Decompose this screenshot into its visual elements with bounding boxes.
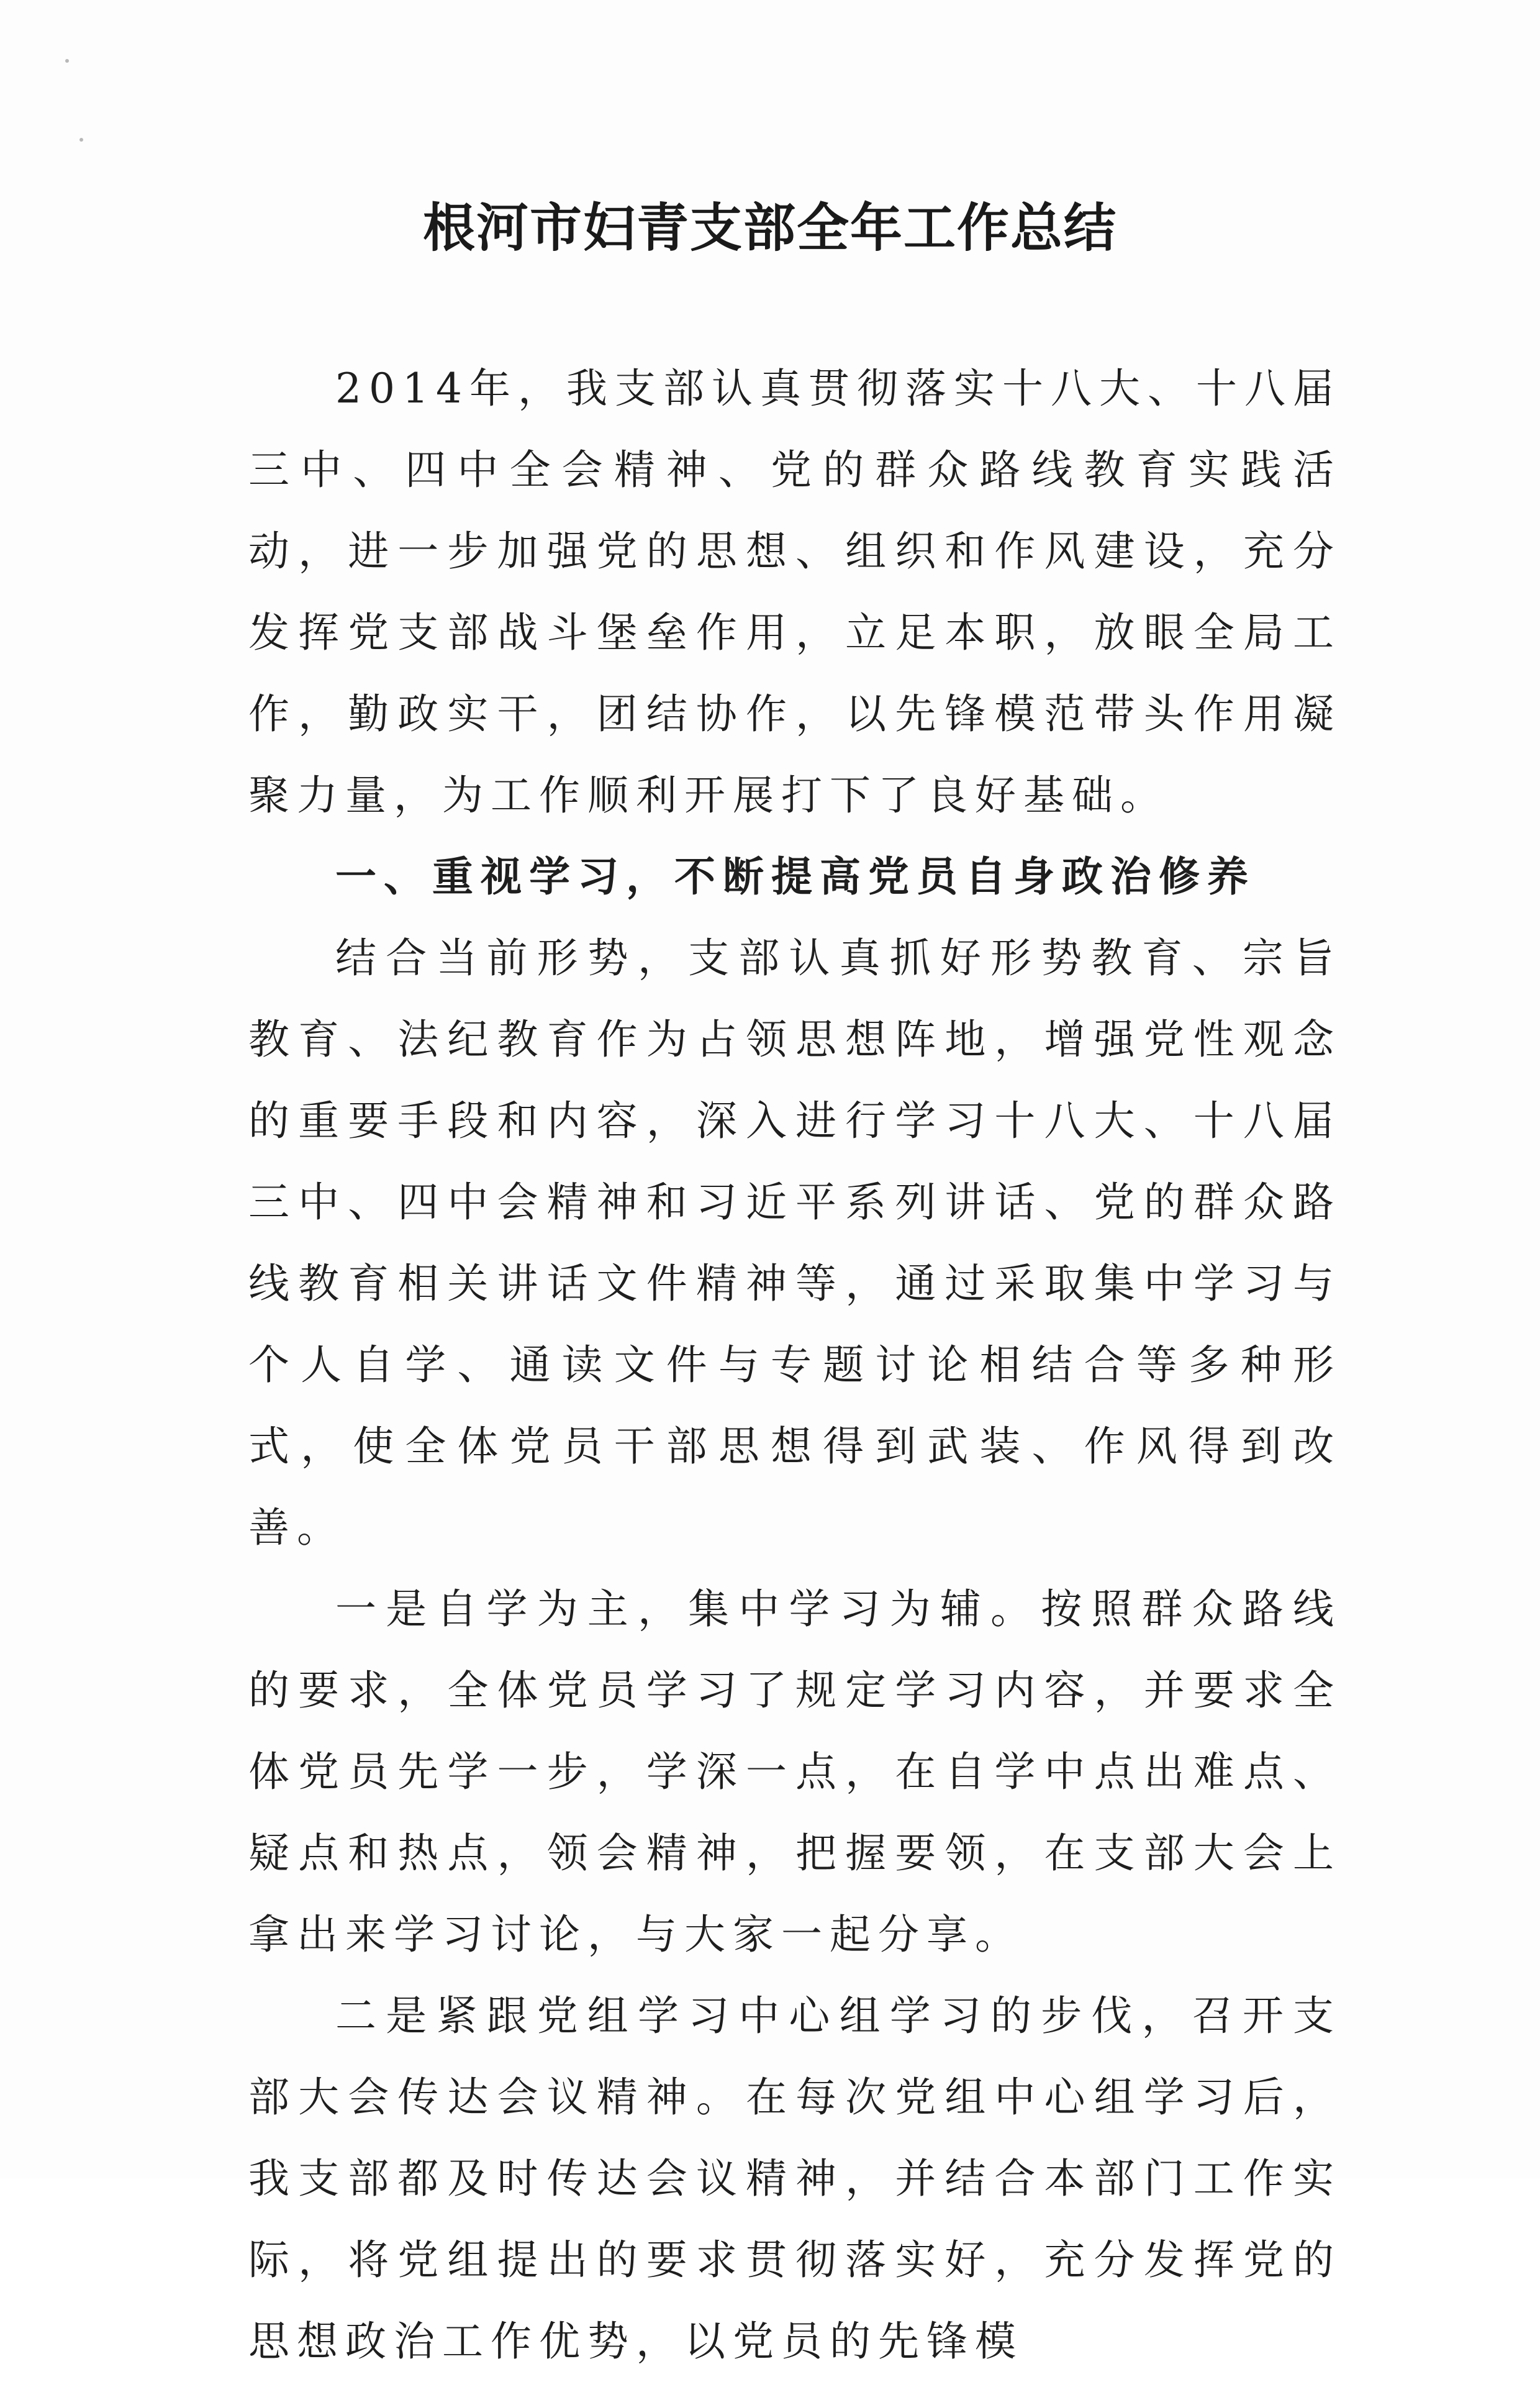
paragraph-intro: 2014年，我支部认真贯彻落实十八大、十八届三中、四中全会精神、党的群众路线教育实践活动，进一步加强党的思想、组织和作风建设，充分发挥党支部战斗堡垒作用，立足本职，放眼全局工作，勤政实干，团结协作，以先锋模范带头作用凝聚力量，为工作顺利开展打下了良好基础。: [248, 365, 1341, 819]
document-title: 根河市妇青支部全年工作总结: [422, 198, 1117, 258]
scan-speck: [65, 59, 69, 63]
paragraph: 二是紧跟党组学习中心组学习的步伐，召开支部大会传达会议精神。在每次党组中心组学习后，我支部都及时传达会议精神，并结合本部门工作实际，将党组提出的要求贯彻落实好，充分发挥党的思想政治工作优势，以党员的先锋模: [248, 1992, 1341, 2365]
paragraph: 一是自学为主，集中学习为辅。按照群众路线的要求，全体党员学习了规定学习内容，并要求全体党员先学一步，学深一点，在自学中点出难点、疑点和热点，领会精神，把握要领，在支部大会上拿出来学习讨论，与大家一起分享。: [248, 1585, 1341, 1958]
document-body: [248, 348, 1341, 2382]
scan-speck: [79, 138, 83, 142]
section-heading: 一、重视学习，不断提高党员自身政治修养: [335, 853, 1256, 901]
paragraph: 结合当前形势，支部认真抓好形势教育、宗旨教育、法纪教育作为占领思想阵地，增强党性观念的重要手段和内容，深入进行学习十八大、十八届三中、四中会精神和习近平系列讲话、党的群众路线教育相关讲话文件精神等，通过采取集中学习与个人自学、通读文件与专题讨论相结合等多种形式，使全体党员干部思想得到武装、作风得到改善。: [248, 934, 1341, 1552]
